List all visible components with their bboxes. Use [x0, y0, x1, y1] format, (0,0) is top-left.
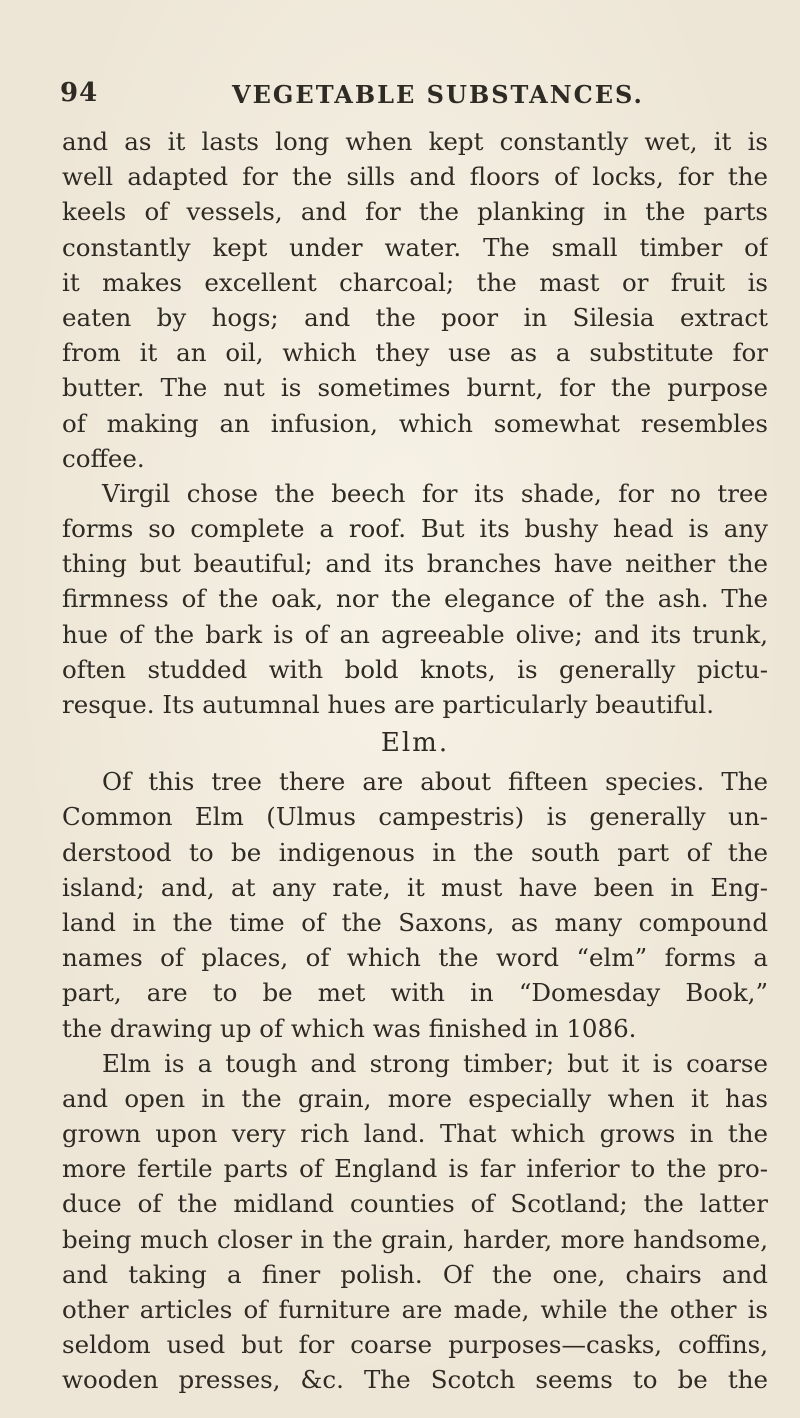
text-line: derstood to be indigenous in the south part of the: [62, 837, 768, 867]
text-line: eaten by hogs; and the poor in Silesia extract: [62, 302, 768, 332]
text-line: it makes excellent charcoal; the mast or fruit is: [62, 267, 768, 297]
text-line: often studded with bold knots, is generally pictu-: [62, 654, 768, 684]
text-line: and as it lasts long when kept constantly wet, it is: [62, 127, 768, 156]
text-line: names of places, of which the word “elm” forms a: [62, 943, 768, 973]
text-line: the drawing up of which was finished in 1086.: [62, 1013, 637, 1043]
text-line: other articles of furniture are made, while the other is: [62, 1295, 768, 1324]
text-line: butter. The nut is sometimes burnt, for the purpose: [62, 373, 768, 403]
section-heading: Elm.: [380, 728, 450, 759]
text-line: grown upon very rich land. That which grows in the: [62, 1119, 768, 1149]
text-line: duce of the midland counties of Scotland; the latter: [62, 1189, 768, 1219]
text-line: island; and, at any rate, it must have been in Eng-: [62, 872, 768, 902]
text-line: from it an oil, which they use as a substitute for: [62, 338, 768, 368]
text-line: part, are to be met with in “Domesday Book,”: [62, 978, 768, 1008]
text-line: forms so complete a roof. But its bushy head is any: [62, 514, 768, 544]
text-line: resque. Its autumnal hues are particularly beautiful.: [62, 690, 715, 719]
text-line: and open in the grain, more especially when it has: [62, 1083, 768, 1113]
text-line: wooden presses, &c. The Scotch seems to be the: [62, 1365, 768, 1395]
text-line: Elm is a tough and strong timber; but it is coarse: [102, 1048, 768, 1078]
page-header: [60, 78, 750, 118]
text-line: thing but beautiful; and its branches have neither the: [62, 549, 768, 579]
text-line: hue of the bark is of an agreeable olive; and its trunk,: [62, 619, 768, 649]
text-line: more fertile parts of England is far inferior to the pro-: [62, 1154, 768, 1184]
text-line: constantly kept under water. The small timber of: [62, 232, 768, 262]
body-text: [62, 124, 768, 1398]
running-head: VEGETABLE SUBSTANCES.: [232, 80, 644, 109]
text-line: Virgil chose the beech for its shade, for no tree: [102, 478, 768, 508]
page-number: 94: [60, 78, 99, 108]
text-line: and taking a finer polish. Of the one, chairs and: [62, 1259, 768, 1289]
text-line: Of this tree there are about fifteen species. The: [102, 767, 768, 797]
text-line: being much closer in the grain, harder, more handsome,: [62, 1224, 768, 1254]
text-line: of making an infusion, which somewhat resembles: [62, 408, 768, 438]
text-line: seldom used but for coarse purposes—casks, coffins,: [62, 1330, 768, 1360]
text-line: well adapted for the sills and floors of locks, for the: [62, 162, 768, 192]
text-line: Common Elm (Ulmus campestris) is generally un-: [62, 802, 768, 832]
text-line: coffee.: [62, 443, 145, 473]
text-line: land in the time of the Saxons, as many compound: [62, 907, 768, 937]
text-line: firmness of the oak, nor the elegance of the ash. The: [62, 584, 768, 614]
text-line: keels of vessels, and for the planking in the parts: [62, 197, 768, 227]
